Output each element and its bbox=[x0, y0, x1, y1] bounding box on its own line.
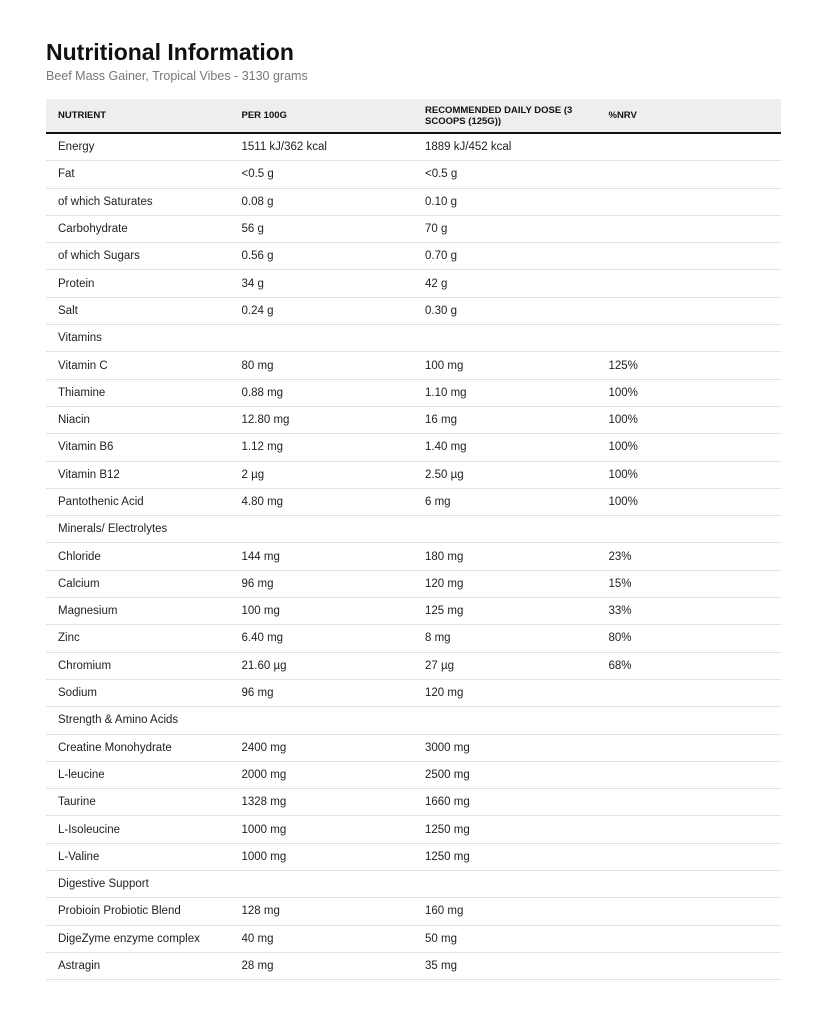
cell-per-100g: 0.56 g bbox=[230, 243, 414, 270]
cell-nrv bbox=[597, 707, 782, 734]
cell-nutrient: Magnesium bbox=[46, 598, 230, 625]
cell-nrv bbox=[597, 516, 782, 543]
cell-nrv: 68% bbox=[597, 652, 782, 679]
cell-nrv bbox=[597, 215, 782, 242]
cell-per-100g: 0.08 g bbox=[230, 188, 414, 215]
cell-per-100g: 2400 mg bbox=[230, 734, 414, 761]
cell-nutrient: Probioin Probiotic Blend bbox=[46, 898, 230, 925]
cell-daily-dose: 42 g bbox=[413, 270, 597, 297]
cell-daily-dose: 1.10 mg bbox=[413, 379, 597, 406]
cell-nutrient: Salt bbox=[46, 297, 230, 324]
table-row bbox=[46, 161, 781, 188]
cell-daily-dose: 1250 mg bbox=[413, 843, 597, 870]
cell-per-100g: 100 mg bbox=[230, 598, 414, 625]
cell-daily-dose: 16 mg bbox=[413, 406, 597, 433]
table-row bbox=[46, 188, 781, 215]
table-row bbox=[46, 871, 781, 898]
table-row bbox=[46, 133, 781, 161]
table-row bbox=[46, 570, 781, 597]
column-header-daily-dose: RECOMMENDED DAILY DOSE (3 SCOOPS (125G)) bbox=[413, 99, 597, 133]
cell-nutrient: Vitamin B6 bbox=[46, 434, 230, 461]
cell-nrv bbox=[597, 871, 782, 898]
cell-per-100g: 1328 mg bbox=[230, 789, 414, 816]
cell-per-100g: <0.5 g bbox=[230, 161, 414, 188]
table-row bbox=[46, 734, 781, 761]
cell-nutrient: Chloride bbox=[46, 543, 230, 570]
cell-nutrient: Sodium bbox=[46, 679, 230, 706]
table-row bbox=[46, 379, 781, 406]
cell-daily-dose: 6 mg bbox=[413, 488, 597, 515]
cell-nrv: 15% bbox=[597, 570, 782, 597]
table-row bbox=[46, 215, 781, 242]
cell-daily-dose: 160 mg bbox=[413, 898, 597, 925]
cell-per-100g bbox=[230, 871, 414, 898]
cell-nutrient: Digestive Support bbox=[46, 871, 230, 898]
cell-daily-dose bbox=[413, 707, 597, 734]
cell-nutrient: Niacin bbox=[46, 406, 230, 433]
cell-daily-dose: 125 mg bbox=[413, 598, 597, 625]
table-row bbox=[46, 488, 781, 515]
cell-nutrient: Vitamins bbox=[46, 325, 230, 352]
cell-daily-dose: 27 µg bbox=[413, 652, 597, 679]
cell-per-100g: 28 mg bbox=[230, 952, 414, 979]
table-row bbox=[46, 843, 781, 870]
cell-nrv: 125% bbox=[597, 352, 782, 379]
cell-daily-dose: 70 g bbox=[413, 215, 597, 242]
cell-daily-dose: 0.30 g bbox=[413, 297, 597, 324]
cell-nrv bbox=[597, 270, 782, 297]
cell-per-100g: 144 mg bbox=[230, 543, 414, 570]
table-row bbox=[46, 898, 781, 925]
table-row bbox=[46, 270, 781, 297]
cell-nutrient: Energy bbox=[46, 133, 230, 161]
cell-nutrient: L-Valine bbox=[46, 843, 230, 870]
cell-nrv: 100% bbox=[597, 461, 782, 488]
cell-nutrient: Fat bbox=[46, 161, 230, 188]
cell-per-100g: 21.60 µg bbox=[230, 652, 414, 679]
table-row bbox=[46, 243, 781, 270]
cell-daily-dose: 35 mg bbox=[413, 952, 597, 979]
table-row bbox=[46, 543, 781, 570]
cell-daily-dose bbox=[413, 871, 597, 898]
cell-daily-dose: 50 mg bbox=[413, 925, 597, 952]
cell-daily-dose: 180 mg bbox=[413, 543, 597, 570]
table-row bbox=[46, 516, 781, 543]
cell-daily-dose: 120 mg bbox=[413, 679, 597, 706]
table-row bbox=[46, 789, 781, 816]
cell-per-100g: 1000 mg bbox=[230, 843, 414, 870]
cell-nutrient: Astragin bbox=[46, 952, 230, 979]
cell-nutrient: Chromium bbox=[46, 652, 230, 679]
cell-per-100g: 40 mg bbox=[230, 925, 414, 952]
table-row bbox=[46, 325, 781, 352]
cell-nrv bbox=[597, 297, 782, 324]
table-row bbox=[46, 297, 781, 324]
cell-per-100g: 0.24 g bbox=[230, 297, 414, 324]
cell-nrv bbox=[597, 161, 782, 188]
cell-nutrient: of which Sugars bbox=[46, 243, 230, 270]
cell-per-100g: 128 mg bbox=[230, 898, 414, 925]
cell-nrv bbox=[597, 679, 782, 706]
cell-per-100g: 12.80 mg bbox=[230, 406, 414, 433]
cell-nutrient: Vitamin C bbox=[46, 352, 230, 379]
cell-per-100g: 1.12 mg bbox=[230, 434, 414, 461]
cell-daily-dose: 1660 mg bbox=[413, 789, 597, 816]
table-row bbox=[46, 461, 781, 488]
cell-nrv: 100% bbox=[597, 434, 782, 461]
cell-nrv bbox=[597, 133, 782, 161]
table-row bbox=[46, 625, 781, 652]
table-row bbox=[46, 816, 781, 843]
cell-per-100g bbox=[230, 325, 414, 352]
cell-per-100g: 0.88 mg bbox=[230, 379, 414, 406]
table-row bbox=[46, 952, 781, 979]
table-row bbox=[46, 406, 781, 433]
cell-nutrient: Minerals/ Electrolytes bbox=[46, 516, 230, 543]
cell-nrv bbox=[597, 789, 782, 816]
cell-per-100g: 4.80 mg bbox=[230, 488, 414, 515]
cell-per-100g bbox=[230, 707, 414, 734]
column-header-per-100g: PER 100G bbox=[230, 99, 414, 133]
cell-nutrient: Strength & Amino Acids bbox=[46, 707, 230, 734]
table-row bbox=[46, 679, 781, 706]
cell-nrv bbox=[597, 734, 782, 761]
table-row bbox=[46, 352, 781, 379]
cell-nutrient: Taurine bbox=[46, 789, 230, 816]
cell-per-100g: 96 mg bbox=[230, 679, 414, 706]
cell-nrv bbox=[597, 188, 782, 215]
cell-nutrient: L-leucine bbox=[46, 761, 230, 788]
cell-nrv: 100% bbox=[597, 406, 782, 433]
table-header bbox=[46, 99, 781, 133]
cell-nrv bbox=[597, 843, 782, 870]
cell-daily-dose: <0.5 g bbox=[413, 161, 597, 188]
table-row bbox=[46, 925, 781, 952]
cell-daily-dose: 1250 mg bbox=[413, 816, 597, 843]
cell-per-100g bbox=[230, 516, 414, 543]
cell-daily-dose bbox=[413, 516, 597, 543]
table-row bbox=[46, 707, 781, 734]
page-subtitle: Beef Mass Gainer, Tropical Vibes - 3130 grams bbox=[46, 69, 308, 83]
cell-daily-dose: 0.70 g bbox=[413, 243, 597, 270]
page-title: Nutritional Information bbox=[46, 39, 294, 65]
column-header-nutrient: NUTRIENT bbox=[46, 99, 230, 133]
cell-daily-dose: 8 mg bbox=[413, 625, 597, 652]
table-row bbox=[46, 598, 781, 625]
cell-nutrient: of which Saturates bbox=[46, 188, 230, 215]
cell-per-100g: 2 µg bbox=[230, 461, 414, 488]
cell-daily-dose: 100 mg bbox=[413, 352, 597, 379]
cell-nrv bbox=[597, 243, 782, 270]
cell-nrv: 100% bbox=[597, 379, 782, 406]
cell-daily-dose: 1889 kJ/452 kcal bbox=[413, 133, 597, 161]
table-row bbox=[46, 761, 781, 788]
cell-per-100g: 96 mg bbox=[230, 570, 414, 597]
cell-per-100g: 2000 mg bbox=[230, 761, 414, 788]
table-body bbox=[46, 133, 781, 980]
cell-nrv bbox=[597, 761, 782, 788]
cell-nutrient: L-Isoleucine bbox=[46, 816, 230, 843]
cell-per-100g: 1511 kJ/362 kcal bbox=[230, 133, 414, 161]
cell-nrv bbox=[597, 325, 782, 352]
cell-nrv bbox=[597, 898, 782, 925]
cell-nrv bbox=[597, 925, 782, 952]
column-header-nrv: %NRV bbox=[597, 99, 782, 133]
cell-daily-dose: 3000 mg bbox=[413, 734, 597, 761]
nutrition-table bbox=[46, 99, 781, 980]
cell-nrv: 100% bbox=[597, 488, 782, 515]
cell-nrv: 33% bbox=[597, 598, 782, 625]
cell-per-100g: 1000 mg bbox=[230, 816, 414, 843]
table-row bbox=[46, 652, 781, 679]
cell-nrv bbox=[597, 952, 782, 979]
cell-nutrient: Creatine Monohydrate bbox=[46, 734, 230, 761]
cell-daily-dose: 120 mg bbox=[413, 570, 597, 597]
cell-per-100g: 56 g bbox=[230, 215, 414, 242]
cell-per-100g: 80 mg bbox=[230, 352, 414, 379]
cell-nutrient: Vitamin B12 bbox=[46, 461, 230, 488]
cell-nrv: 80% bbox=[597, 625, 782, 652]
cell-nutrient: DigeZyme enzyme complex bbox=[46, 925, 230, 952]
cell-daily-dose: 0.10 g bbox=[413, 188, 597, 215]
cell-nutrient: Pantothenic Acid bbox=[46, 488, 230, 515]
cell-nutrient: Zinc bbox=[46, 625, 230, 652]
cell-per-100g: 6.40 mg bbox=[230, 625, 414, 652]
cell-nutrient: Calcium bbox=[46, 570, 230, 597]
table-row bbox=[46, 434, 781, 461]
cell-per-100g: 34 g bbox=[230, 270, 414, 297]
cell-nutrient: Protein bbox=[46, 270, 230, 297]
cell-nrv bbox=[597, 816, 782, 843]
cell-nrv: 23% bbox=[597, 543, 782, 570]
cell-nutrient: Thiamine bbox=[46, 379, 230, 406]
cell-nutrient: Carbohydrate bbox=[46, 215, 230, 242]
cell-daily-dose: 1.40 mg bbox=[413, 434, 597, 461]
cell-daily-dose: 2.50 µg bbox=[413, 461, 597, 488]
table-header-row bbox=[46, 99, 781, 133]
cell-daily-dose: 2500 mg bbox=[413, 761, 597, 788]
cell-daily-dose bbox=[413, 325, 597, 352]
